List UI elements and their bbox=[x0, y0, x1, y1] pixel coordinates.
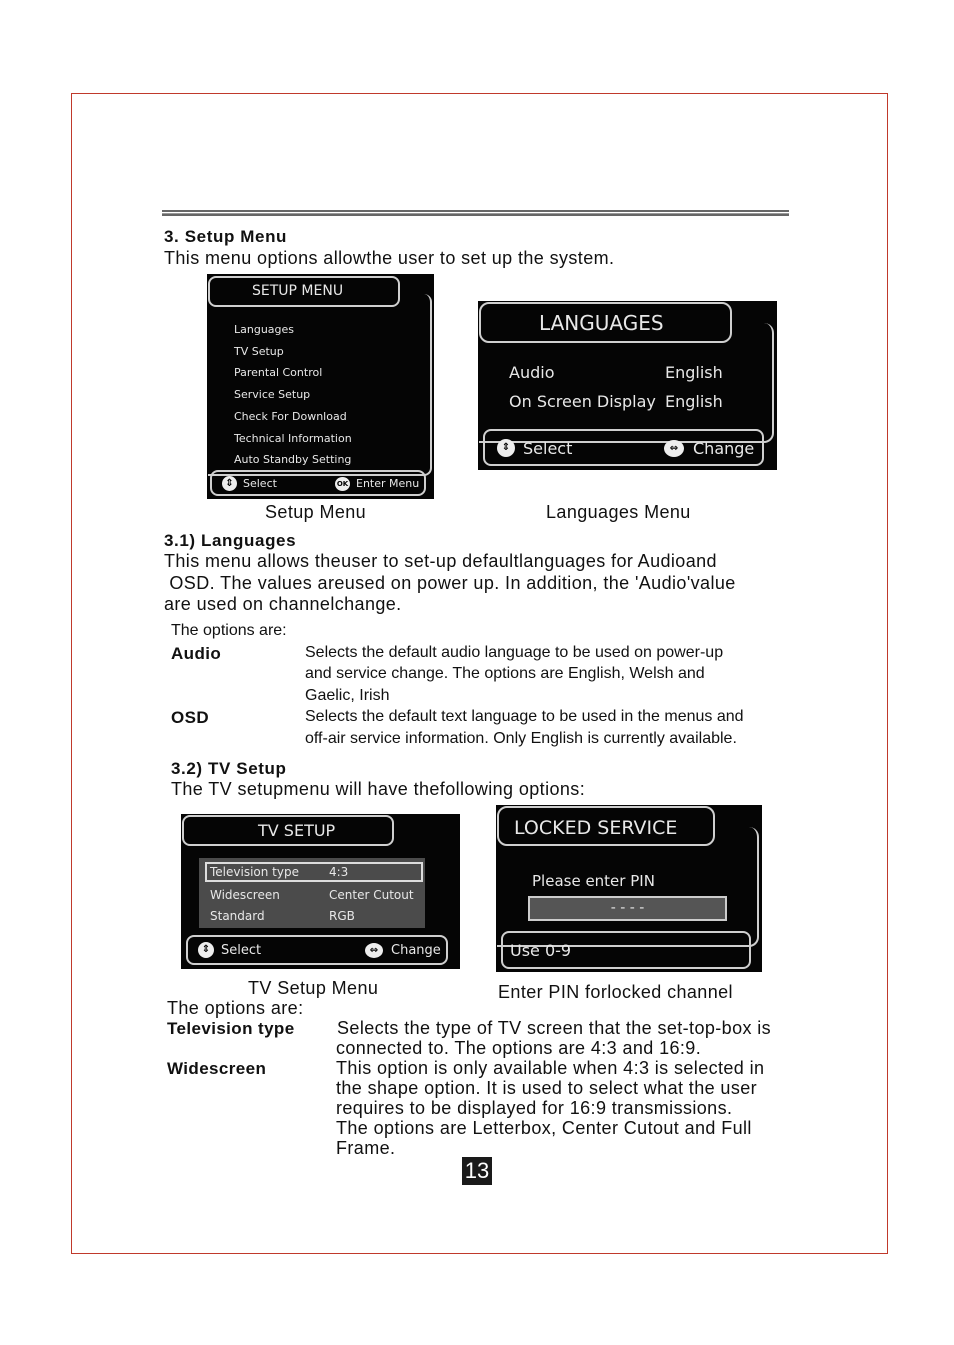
tv-setup-row-value: 4:3 bbox=[329, 865, 349, 879]
menu-item: Technical Information bbox=[234, 431, 352, 445]
updown-arrow-icon: ⇕ bbox=[497, 439, 515, 457]
footer-select-label: Select bbox=[221, 943, 262, 958]
menu-item: Service Setup bbox=[234, 388, 311, 402]
locked-footer bbox=[501, 931, 751, 969]
option-term: Audio bbox=[171, 644, 222, 663]
footer-select-label: Select bbox=[243, 477, 277, 490]
option-desc: off-air service information. Only English is currently available. bbox=[305, 730, 737, 747]
section-rule bbox=[162, 210, 789, 216]
languages-row-label: Audio bbox=[509, 363, 555, 382]
option-term: Widescreen bbox=[167, 1059, 267, 1078]
tv-setup-footer bbox=[186, 935, 448, 965]
footer-change-label: Change bbox=[693, 439, 755, 458]
setup-menu-items bbox=[234, 319, 352, 471]
option-term: Television type bbox=[167, 1019, 295, 1038]
languages-row-label: On Screen Display bbox=[509, 392, 656, 411]
caption-locked-channel: Enter PIN forlocked channel bbox=[498, 982, 733, 1002]
footer-enter-label: Enter Menu bbox=[356, 477, 420, 490]
option-desc: Frame. bbox=[336, 1138, 396, 1158]
leftright-arrow-icon: ⇔ bbox=[365, 943, 383, 958]
option-desc: The options are Letterbox, Center Cutout and Full bbox=[336, 1118, 752, 1138]
page-number: 13 bbox=[462, 1157, 492, 1185]
setup-menu-title: SETUP MENU bbox=[252, 283, 344, 299]
menu-item: Languages bbox=[234, 323, 295, 336]
section-heading: 3.1) Languages bbox=[164, 531, 297, 550]
tv-setup-row-value: RGB bbox=[329, 909, 355, 923]
languages-row-value: English bbox=[665, 363, 723, 382]
section-intro: This menu options allowthe user to set up the system. bbox=[164, 248, 615, 268]
languages-screenshot bbox=[478, 301, 777, 470]
footer-change-label: Change bbox=[391, 943, 441, 958]
paragraph-line: This menu allows theuser to set-up defaultlanguages for Audioand bbox=[164, 551, 717, 571]
updown-arrow-icon: ⇕ bbox=[222, 476, 237, 491]
option-desc: Gaelic, Irish bbox=[305, 687, 390, 704]
tv-setup-title-box bbox=[182, 815, 394, 846]
setup-menu-screenshot bbox=[207, 274, 434, 499]
caption-tv-setup-menu: TV Setup Menu bbox=[248, 978, 379, 998]
languages-row-value: English bbox=[665, 392, 723, 411]
tv-setup-row-label: Television type bbox=[210, 865, 299, 879]
tv-setup-row-label: Widescreen bbox=[210, 888, 280, 902]
option-desc: Selects the type of TV screen that the set-top-box is bbox=[337, 1018, 772, 1038]
options-intro: The options are: bbox=[171, 622, 287, 639]
locked-title: LOCKED SERVICE bbox=[514, 817, 678, 839]
ok-icon: OK bbox=[335, 477, 350, 491]
option-term: OSD bbox=[171, 708, 210, 727]
menu-item: Parental Control bbox=[234, 366, 323, 380]
languages-frame bbox=[479, 323, 774, 443]
paragraph-line: are used on channelchange. bbox=[164, 594, 402, 614]
setup-menu-footer bbox=[210, 470, 426, 496]
caption-languages-menu: Languages Menu bbox=[546, 502, 691, 522]
option-desc: and service change. The options are English, Welsh and bbox=[305, 665, 705, 682]
footer-select-label: Select bbox=[523, 439, 573, 458]
pin-input[interactable] bbox=[528, 896, 727, 921]
tv-setup-row-value: Center Cutout bbox=[329, 888, 414, 902]
tv-setup-row-label: Standard bbox=[210, 909, 265, 923]
pin-prompt: Please enter PIN bbox=[532, 872, 655, 890]
option-desc: Selects the default text language to be used in the menus and bbox=[305, 708, 744, 725]
option-desc: connected to. The options are 4:3 and 16:9. bbox=[336, 1038, 702, 1058]
option-desc: the shape option. It is used to select what the user bbox=[336, 1078, 758, 1098]
options-intro: The options are: bbox=[167, 998, 304, 1018]
languages-footer bbox=[483, 429, 764, 466]
tv-setup-screenshot bbox=[181, 814, 460, 969]
leftright-arrow-icon: ⇔ bbox=[664, 440, 684, 457]
caption-setup-menu: Setup Menu bbox=[265, 502, 367, 522]
section-heading: 3. Setup Menu bbox=[164, 227, 288, 246]
section-intro: The TV setupmenu will have thefollowing options: bbox=[171, 779, 586, 799]
section-heading: 3.2) TV Setup bbox=[171, 759, 287, 778]
languages-title: LANGUAGES bbox=[539, 311, 664, 335]
pin-value: - - - - bbox=[610, 900, 645, 916]
option-desc: This option is only available when 4:3 is selected in bbox=[336, 1058, 765, 1078]
paragraph-line: OSD. The values areused on power up. In addition, the 'Audio'value bbox=[164, 573, 736, 593]
tv-setup-title: TV SETUP bbox=[258, 821, 336, 840]
locked-service-screenshot bbox=[496, 805, 762, 972]
footer-use-digits-label: Use 0-9 bbox=[510, 941, 572, 960]
option-desc: requires to be displayed for 16:9 transmissions. bbox=[336, 1098, 733, 1118]
menu-item: Auto Standby Setting bbox=[234, 453, 352, 467]
menu-item: Check For Download bbox=[234, 409, 347, 423]
menu-item: TV Setup bbox=[234, 344, 284, 358]
option-desc: Selects the default audio language to be used on power-up bbox=[305, 644, 724, 661]
updown-arrow-icon: ⇕ bbox=[198, 942, 214, 958]
